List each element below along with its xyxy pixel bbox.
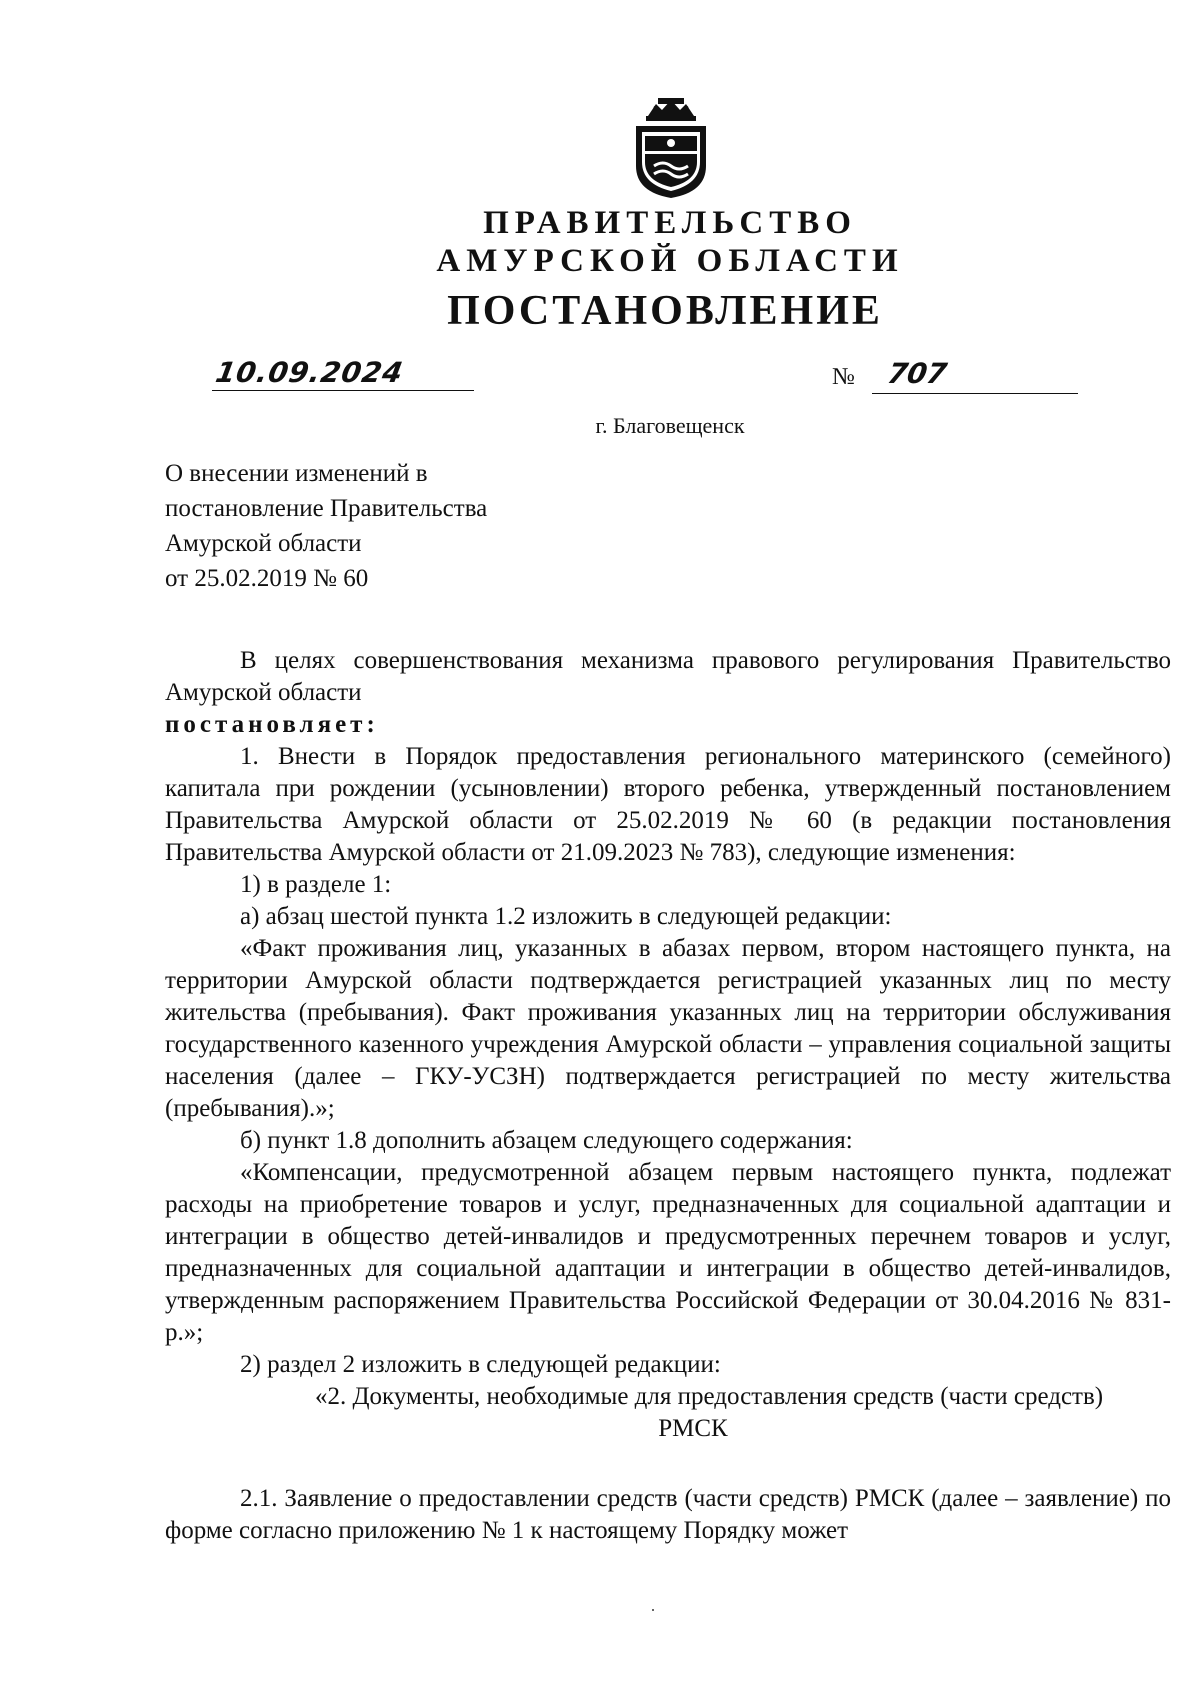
subject-line: от 25.02.2019 № 60 <box>165 565 369 592</box>
coat-of-arms-icon <box>628 96 714 200</box>
handwritten-date: 10.09.2024 <box>213 356 407 389</box>
quoted-paragraph-1: «Факт проживания лиц, указанных в абазах первом, втором настоящего пункта, на территории Амурской области подтверждается регистрацией указанных лиц по месту жительства (пребывания). Факт проживания указанных лиц на территории обслуживания государственного казенного учреждения Амурской области – управления социальной защиты населения (далее – ГКУ-УСЗН) подтверждается регистрацией по месту жительства (пребывания).»; <box>165 935 1171 1122</box>
org-name-line2: АМУРСКОЙ ОБЛАСТИ <box>436 243 904 279</box>
section-2-title-line2: РМСК <box>658 1415 728 1442</box>
resolves-keyword: постановляет: <box>165 711 379 738</box>
number-label: № <box>832 364 855 390</box>
number-underline <box>872 393 1078 394</box>
item-1-paragraph: 1. Внести в Порядок предоставления регионального материнского (семейного) капитала при рождении (усыновлении) второго ребенка, утвержденный постановлением Правительства Амурской области от 25.02.2019 № 60 (в редакции постановления Правительства Амурской области от 21.09.2023 № 783), следующие изменения: <box>165 743 1171 866</box>
subitem-1b: б) пункт 1.8 дополнить абзацем следующего содержания: <box>240 1127 853 1154</box>
preamble-paragraph: В целях совершенствования механизма правового регулирования Правительство Амурской области <box>165 647 1171 706</box>
subject-line: О внесении изменений в <box>165 460 428 487</box>
subitem-1a: а) абзац шестой пункта 1.2 изложить в следующей редакции: <box>240 903 892 930</box>
subject-line: постановление Правительства <box>165 495 488 522</box>
paragraph-2-1: 2.1. Заявление о предоставлении средств (части средств) РМСК (далее – заявление) по форме согласно приложению № 1 к настоящему Порядку может <box>165 1485 1171 1544</box>
handwritten-number: 707 <box>885 357 950 390</box>
document-subject <box>165 456 487 596</box>
subitem-1: 1) в разделе 1: <box>240 871 392 898</box>
date-underline <box>212 390 474 391</box>
city: г. Благовещенск <box>595 413 745 438</box>
subitem-2: 2) раздел 2 изложить в следующей редакции: <box>240 1351 721 1378</box>
section-2-title-line1: «2. Документы, необходимые для предоставления средств (части средств) <box>315 1383 1104 1410</box>
document-body <box>165 645 1171 1547</box>
org-name-line1: ПРАВИТЕЛЬСТВО <box>483 205 857 241</box>
spacer <box>165 1445 1171 1483</box>
subject-line: Амурской области <box>165 530 362 557</box>
quoted-paragraph-2: «Компенсации, предусмотренной абзацем первым настоящего пункта, подлежат расходы на приобретение товаров и услуг, предназначенных для социальной адаптации и интеграции в общество детей-инвалидов и предусмотренных перечнем товаров и услуг, предназначенных для социальной адаптации и интеграции в общество детей-инвалидов, утвержденным распоряжением Правительства Российской Федерации от 30.04.2016 № 831-р.»; <box>165 1159 1171 1346</box>
scan-artifact <box>652 1609 654 1611</box>
document-type-title: ПОСТАНОВЛЕНИЕ <box>447 288 883 334</box>
